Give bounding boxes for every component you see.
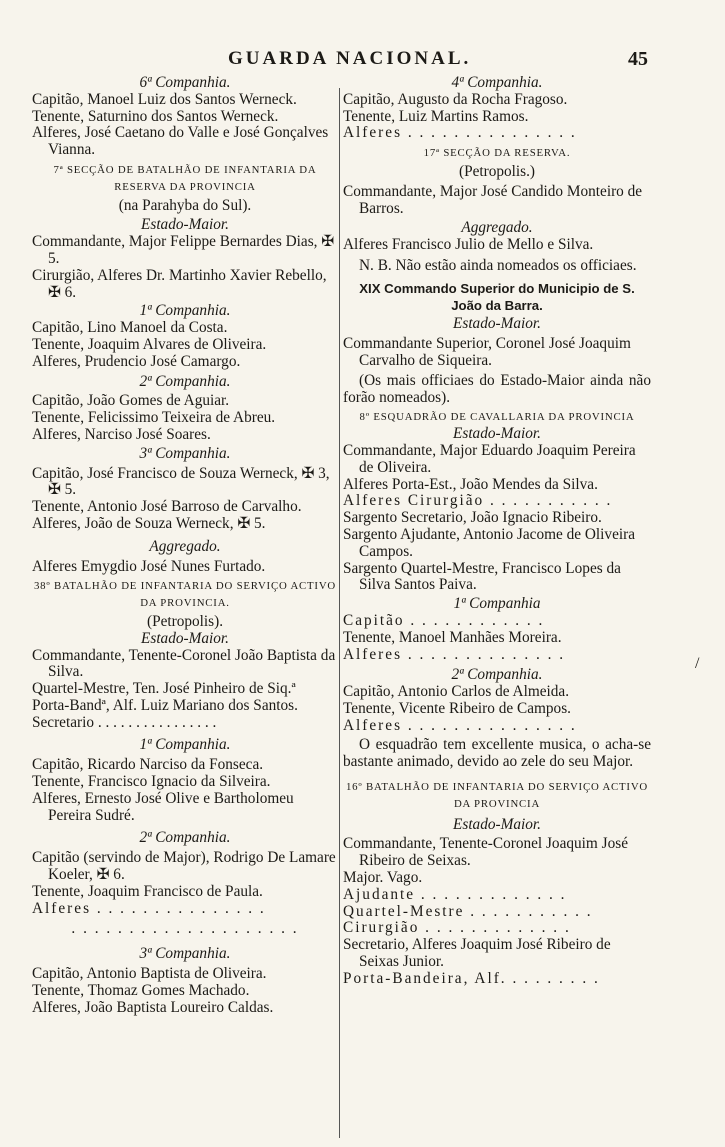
entry: Alferes Porta-Est., João Mendes da Silva. [343,475,598,493]
entry: Cirurgião . . . . . . . . . . . . . [343,919,571,937]
page-header [0,48,725,74]
subheading: 1ª Companhia [453,595,541,613]
subheading: 4ª Companhia. [451,74,543,91]
entry: Capitão, Ricardo Narciso da Fonseca. [32,756,264,774]
entry: Tenente, Thomaz Gomes Machado. [32,981,250,999]
entry: Tenente, Luiz Martins Ramos. [343,107,529,125]
margin-mark: / [695,655,700,672]
entry: Tenente, Francisco Ignacio da Silveira. [32,773,271,791]
entry: Capitão, Manoel Luiz dos Santos Werneck. [32,90,297,108]
entry: Commandante, Tenente-Coronel João Baptista da Silva. [32,646,336,681]
location-note: (Petropolis.) [458,162,536,180]
dotted-rule: . . . . . . . . . . . . . . . . . . . . [71,920,299,938]
subheading: Estado-Maior. [453,315,541,333]
entry: Alferes Emygdio José Nunes Furtado. [32,557,266,575]
entry: Alferes . . . . . . . . . . . . . . . [32,899,266,917]
entry: Quartel-Mestre, Ten. José Pinheiro de Siq.ª [32,680,296,698]
subheading: 3ª Companhia. [139,945,231,963]
subheading: Estado-Maior. [453,815,541,833]
entry: Sargento Secretario, João Ignacio Ribeiro. [343,509,602,527]
entry: Commandante Superior, Coronel José Joaquim Carvalho de Siqueira. [343,335,631,369]
section-heading: 7ª SECÇÃO DE BATALHÃO DE INFANTARIA DA RESERVA DA PROVINCIA [53,163,317,193]
location-note: (Petropolis). [146,612,224,630]
entry: Commandante, Major Felippe Bernardes Dias, ✠ 5. [32,233,335,267]
subheading: Aggregado. [149,537,221,555]
subheading: Estado-Maior. [141,216,229,234]
entry: Major. Vago. [343,869,423,887]
subheading: 2ª Companhia. [451,666,543,684]
running-title: GUARDA NACIONAL. [228,48,472,69]
entry: Secretario, Alferes Joaquim José Ribeiro de Seixas Junior. [343,936,611,971]
entry: Capitão (servindo de Major), Rodrigo De Lamare Koeler, ✠ 6. [32,849,336,884]
entry: Capitão, Antonio Baptista de Oliveira. [32,965,267,983]
entry: Sargento Ajudante, Antonio Jacome de Oliveira Campos. [343,525,635,560]
left-column [32,75,338,1016]
entry: Quartel-Mestre . . . . . . . . . . . [343,902,593,920]
entry: Alferes . . . . . . . . . . . . . . [343,645,566,663]
note: N. B. Não estão ainda nomeados os officiaes. [359,256,637,274]
subheading: 3ª Companhia. [139,444,231,462]
subheading: 2ª Companhia. [139,372,231,390]
entry: Capitão, Augusto da Rocha Fragoso. [343,90,568,108]
entry: Capitão, Lino Manoel da Costa. [32,319,228,337]
entry: Tenente, Saturnino dos Santos Werneck. [32,107,279,125]
entry: Alferes, Prudencio José Camargo. [32,352,241,370]
section-heading: 17ª SECÇÃO DA RESERVA. [423,147,571,160]
entry: Alferes, João de Souza Werneck, ✠ 5. [32,514,266,532]
entry: Commandante, Major José Candido Monteiro de Barros. [343,182,643,217]
subheading: 2ª Companhia. [139,829,231,847]
entry: Porta-Bandª, Alf. Luiz Mariano dos Santos. [32,696,298,714]
entry: Commandante, Tenente-Coronel Joaquim José Ribeiro de Seixas. [343,835,628,870]
entry: Capitão, José Francisco de Souza Werneck, ✠ 3, ✠ 5. [32,464,330,499]
entry: Tenente, Vicente Ribeiro de Campos. [343,699,571,717]
entry: Capitão, João Gomes de Aguiar. [32,392,230,410]
entry: Ajudante . . . . . . . . . . . . . [343,885,567,903]
entry: Alferes . . . . . . . . . . . . . . . [343,716,577,734]
column-divider [339,88,340,1138]
entry: Tenente, Manoel Manhães Moreira. [343,628,562,646]
entry: Alferes . . . . . . . . . . . . . . . [343,124,577,142]
entry: Alferes Cirurgião . . . . . . . . . . . [343,492,613,510]
subheading: Aggregado. [461,219,533,237]
entry: Commandante, Major Eduardo Joaquim Pereira de Oliveira. [343,441,636,476]
entry: Alferes, Narciso José Soares. [32,425,211,443]
subheading: Estado-Maior. [453,425,541,443]
subheading: 1ª Companhia. [139,302,231,320]
section-heading: 8º ESQUADRÃO DE CAVALLARIA DA PROVINCIA [359,411,635,424]
entry: Tenente, Joaquim Alvares de Oliveira. [32,335,267,353]
entry: Tenente, Antonio José Barroso de Carvalho. [32,498,302,516]
entry: Tenente, Joaquim Francisco de Paula. [32,882,263,900]
right-column [343,75,651,988]
section-heading: XIX Commando Superior do Municipio de S. João da Barra. [359,280,635,313]
entry: Tenente, Felicissimo Teixeira de Abreu. [32,409,276,427]
section-heading: 16º BATALHÃO DE INFANTARIA DO SERVIÇO ACTIVO DA PROVINCIA [345,781,649,810]
entry: Capitão . . . . . . . . . . . . [343,611,545,629]
note: O esquadrão tem excellente musica, o acha-se bastante animado, devido ao zele do seu Major. [343,736,651,771]
entry: Capitão, Antonio Carlos de Almeida. [343,683,570,701]
entry: Secretario . . . . . . . . . . . . . . . . [32,713,217,731]
section-heading: 38º BATALHÃO DE INFANTARIA DO SERVIÇO ACTIVO DA PROVINCIA. [33,580,337,610]
entry: Cirurgião, Alferes Dr. Martinho Xavier Rebello, ✠ 6. [32,266,327,301]
section-heading: 6ª Companhia. [139,74,231,91]
entry: Alferes Francisco Julio de Mello e Silva. [343,236,594,254]
entry: Alferes, Ernesto José Olive e Bartholomeu Pereira Sudré. [32,789,294,824]
subheading: Estado-Maior. [141,629,229,647]
entry: Porta-Bandeira, Alf. . . . . . . . . [343,969,600,987]
location-note: (na Parahyba do Sul). [118,196,252,214]
subheading: 1ª Companhia. [139,736,231,754]
entry: Alferes, José Caetano do Valle e José Gonçalves Vianna. [32,124,329,159]
entry: Alferes, João Baptista Loureiro Caldas. [32,998,274,1016]
page-number: 45 [628,48,648,70]
entry: Sargento Quartel-Mestre, Francisco Lopes da Silva Santos Paiva. [343,559,621,594]
note: (Os mais officiaes do Estado-Maior ainda não forão nomeados). [343,371,651,406]
